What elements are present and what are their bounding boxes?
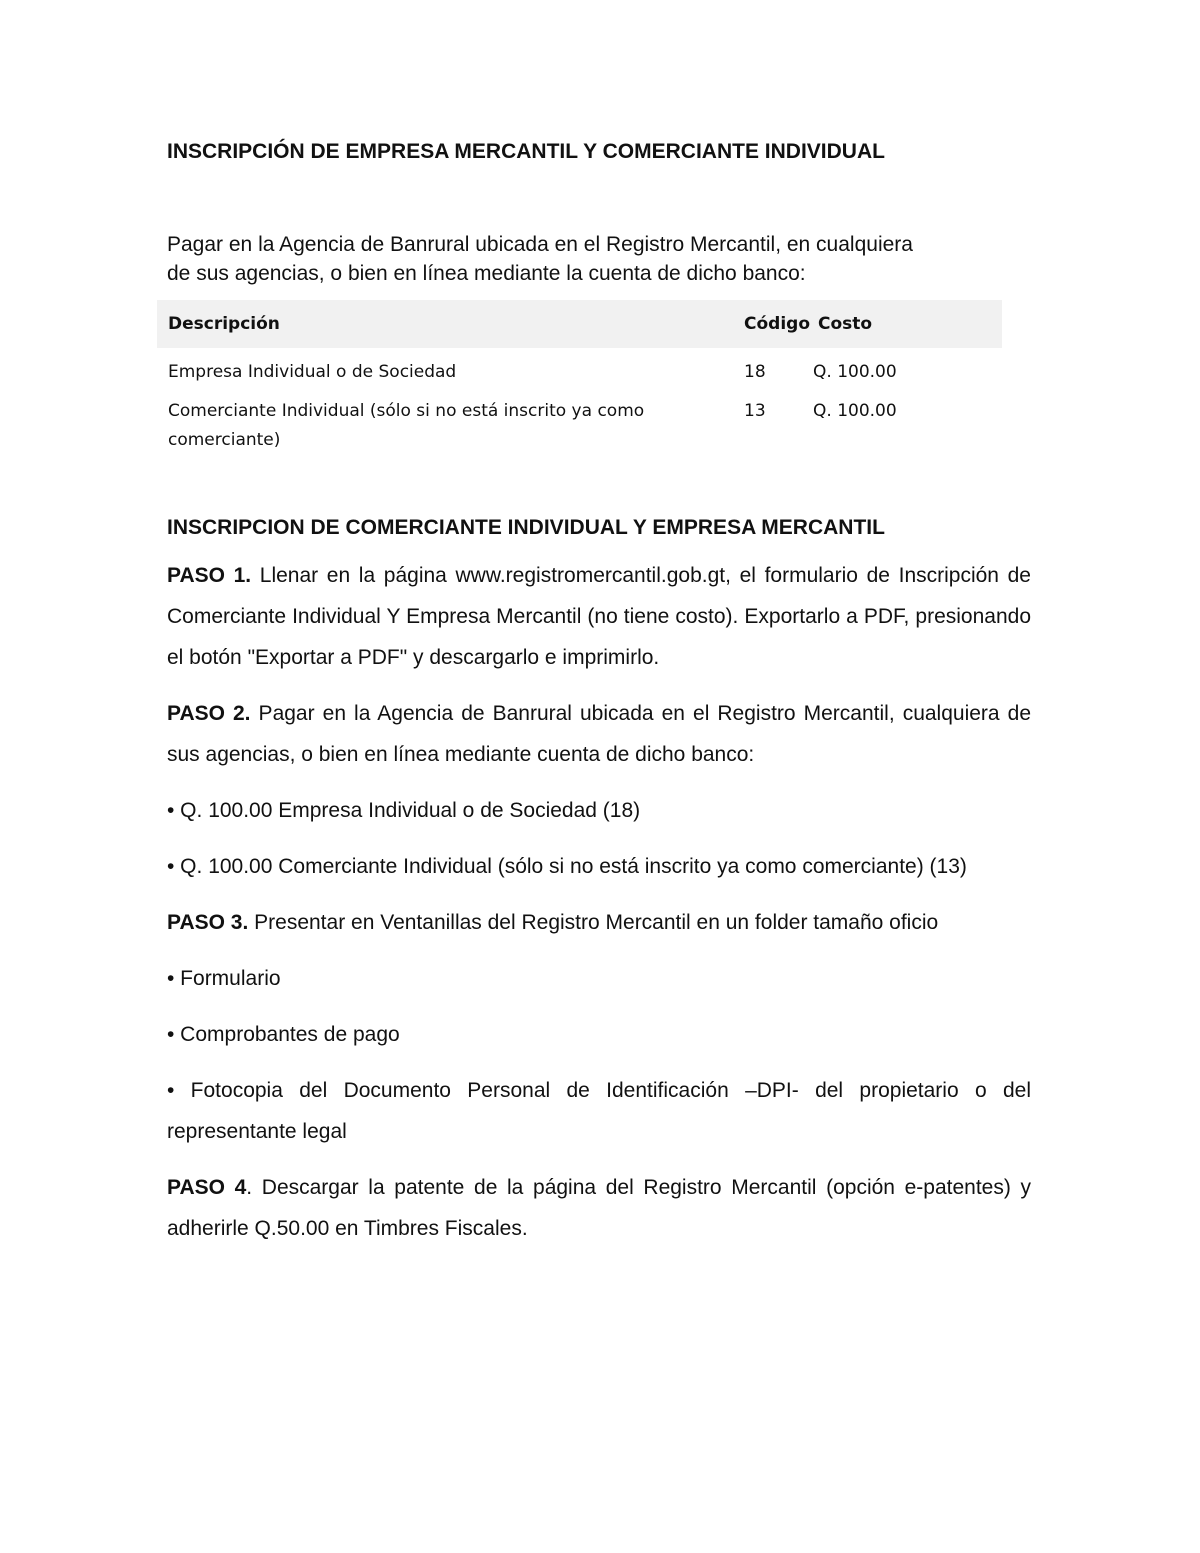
cell-cost: Q. 100.00 — [813, 362, 897, 382]
header-code: Código — [744, 314, 810, 334]
paso-2-label: PASO 2. — [167, 702, 251, 725]
paso-3-label: PASO 3. — [167, 911, 249, 934]
cell-description: Comerciante Individual (sólo si no está inscrito ya como comerciante) — [168, 401, 645, 450]
paso-1-paragraph — [167, 555, 1031, 678]
cell-code: 18 — [744, 362, 766, 382]
intro-paragraph — [167, 230, 1007, 288]
paso-4-text: . Descargar la patente de la página del Registro Mercantil (opción e-patentes) y adherirle Q.50.00 en Timbres Fiscales. — [167, 1176, 1031, 1240]
intro-line: Pagar en la Agencia de Banrural ubicada en el Registro Mercantil, en cualquiera — [167, 233, 913, 256]
list-item: • Q. 100.00 Comerciante Individual (sólo si no está inscrito ya como comerciante) (13) — [167, 855, 967, 878]
paso-3-paragraph — [167, 902, 1031, 943]
header-cost: Costo — [818, 314, 873, 334]
paso-2-text: Pagar en la Agencia de Banrural ubicada en el Registro Mercantil, cualquiera de sus agencias, o bien en línea mediante cuenta de dicho banco: — [167, 702, 1031, 766]
header-description: Descripción — [168, 314, 280, 334]
paso-1-label: PASO 1. — [167, 564, 252, 587]
cell-code: 13 — [744, 401, 766, 421]
list-item: • Q. 100.00 Empresa Individual o de Sociedad (18) — [167, 799, 641, 822]
list-item: • Formulario — [167, 967, 281, 990]
paso-4-label: PASO 4 — [167, 1176, 247, 1199]
list-item: • Fotocopia del Documento Personal de Identificación –DPI- del propietario o del representante legal — [167, 1079, 1031, 1143]
table-row — [157, 348, 1002, 387]
list-item: • Comprobantes de pago — [167, 1023, 400, 1046]
table-row — [157, 387, 1002, 455]
paso-4-paragraph — [167, 1167, 1031, 1249]
section-title: INSCRIPCION DE COMERCIANTE INDIVIDUAL Y EMPRESA MERCANTIL — [167, 516, 885, 539]
steps-list — [167, 555, 1031, 1264]
fee-table-header-row — [157, 300, 1002, 348]
intro-line: de sus agencias, o bien en línea mediante la cuenta de dicho banco: — [167, 262, 806, 285]
paso-3-text: Presentar en Ventanillas del Registro Mercantil en un folder tamaño oficio — [248, 911, 939, 934]
paso-1-text: Llenar en la página www.registromercantil.gob.gt, el formulario de Inscripción de Comerciante Individual Y Empresa Mercantil (no tiene costo). Exportarlo a PDF, presionando el botón "Exportar a PDF" y descargarlo e imprimirlo. — [167, 564, 1031, 669]
cell-cost: Q. 100.00 — [813, 401, 897, 421]
fee-table — [157, 300, 1002, 455]
cell-description: Empresa Individual o de Sociedad — [168, 362, 457, 382]
paso-2-paragraph — [167, 693, 1031, 775]
document-title: INSCRIPCIÓN DE EMPRESA MERCANTIL Y COMERCIANTE INDIVIDUAL — [167, 140, 885, 163]
